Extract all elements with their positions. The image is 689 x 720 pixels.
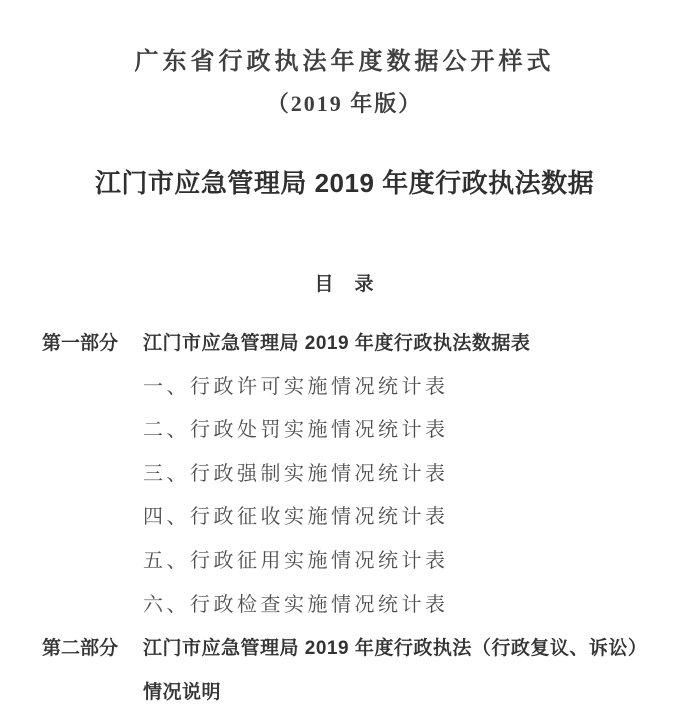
- toc-section-title: [143, 627, 663, 714]
- toc-item-2: 二、行政处罚实施情况统计表: [143, 419, 449, 442]
- toc-item-6: 六、行政检查实施情况统计表: [143, 593, 449, 616]
- toc-section-title: [143, 322, 663, 366]
- toc-item-4: 四、行政征收实施情况统计表: [143, 506, 449, 529]
- toc-section-title-line: 江门市应急管理局 2019 年度行政执法数据表: [143, 333, 531, 354]
- toc-section-part2: [42, 627, 663, 714]
- page-title: 江门市应急管理局 2019 年度行政执法数据: [94, 168, 595, 198]
- doc-edition-subtitle: （2019 年版）: [266, 91, 423, 116]
- toc-section-title-line: 情况说明: [143, 681, 222, 703]
- toc-item-3: 三、行政强制实施情况统计表: [143, 462, 449, 485]
- toc-section-title-line: 江门市应急管理局 2019 年度行政执法（行政复议、诉讼）: [143, 638, 648, 660]
- toc-section-label: 第二部分: [42, 638, 119, 660]
- toc-section-label: 第一部分: [42, 333, 119, 354]
- toc-heading: 目 录: [314, 274, 375, 295]
- toc-item-5: 五、行政征用实施情况统计表: [143, 549, 449, 572]
- doc-series-title: 广东省行政执法年度数据公开样式: [134, 49, 555, 75]
- toc-item-1: 一、行政许可实施情况统计表: [143, 375, 449, 398]
- toc-section-part1: [42, 322, 663, 366]
- table-of-contents: [42, 322, 663, 714]
